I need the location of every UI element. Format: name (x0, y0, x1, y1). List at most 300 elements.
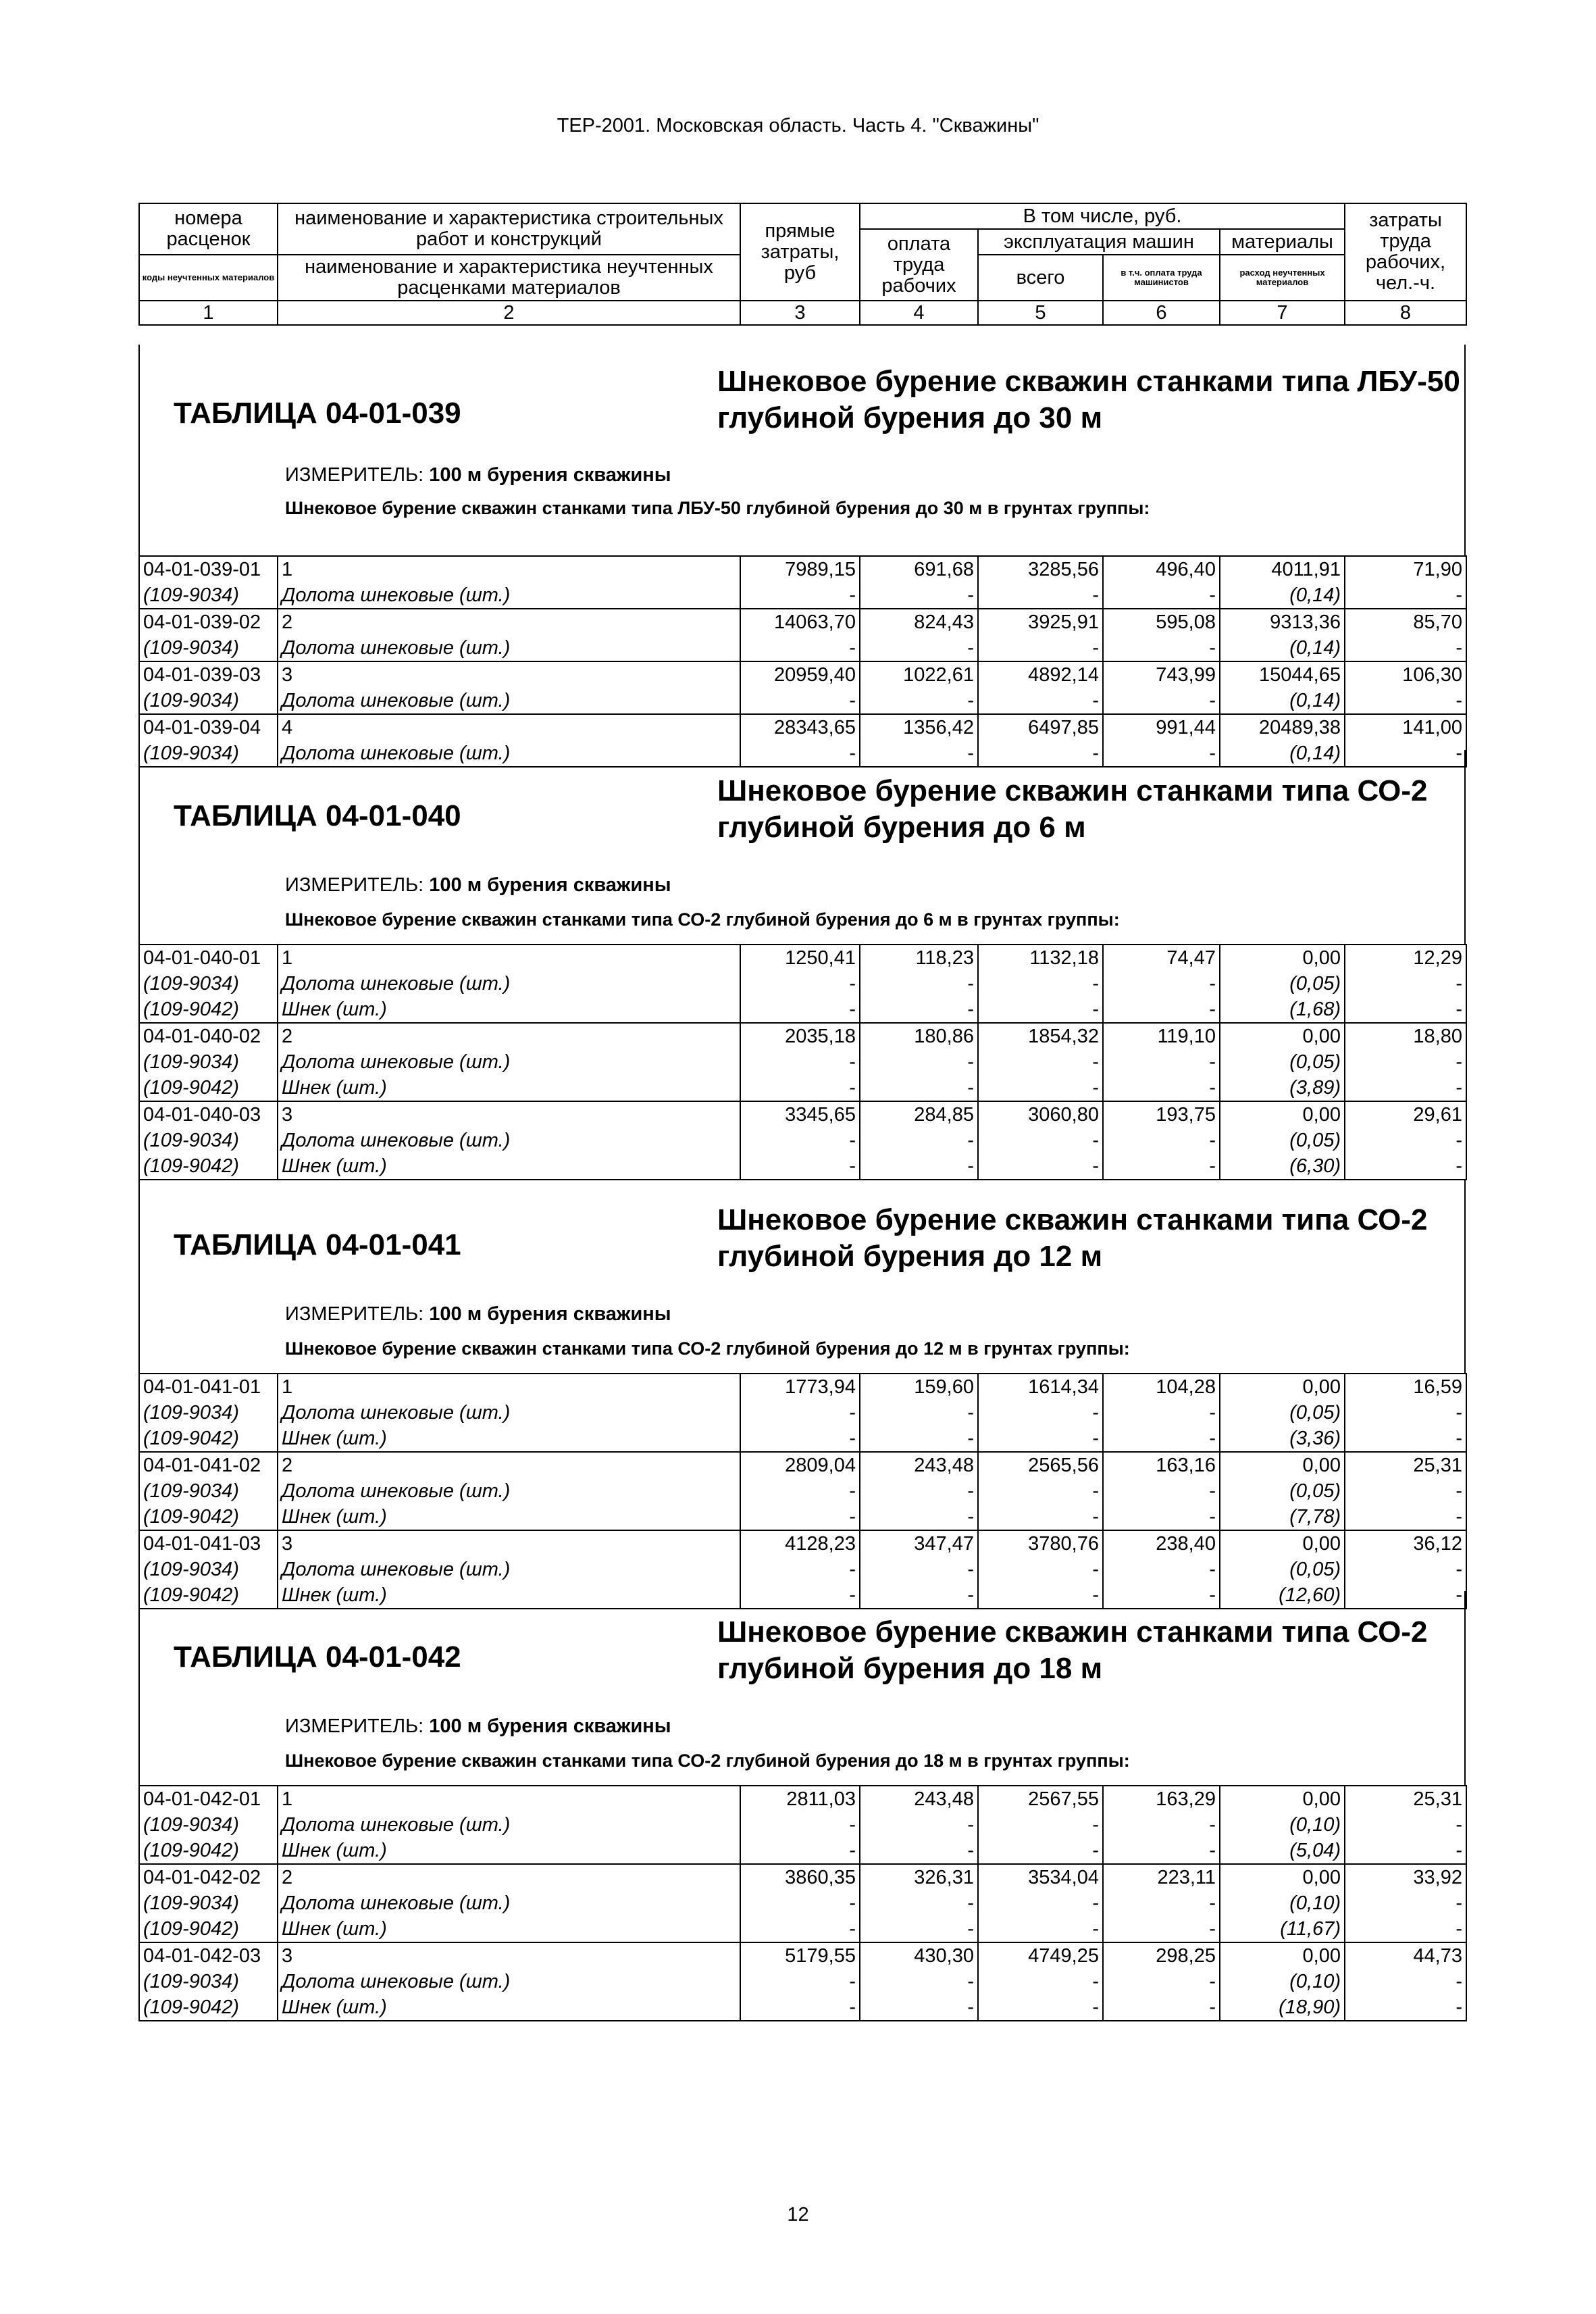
material-row (139, 997, 1466, 1023)
value-cell: - (860, 1916, 978, 1942)
value-cell: 1356,42 (860, 714, 978, 740)
name-cell: Шнек (шт.) (278, 1426, 740, 1452)
rate-code-cell: 04-01-042-01 (139, 1786, 278, 1812)
rate-code-cell: 04-01-042-02 (139, 1864, 278, 1890)
value-cell: - (1103, 971, 1220, 997)
value-cell: - (978, 1075, 1103, 1101)
value-cell: (0,14) (1220, 635, 1345, 661)
rate-row (139, 1530, 1466, 1557)
material-code-cell: (109-9042) (139, 1153, 278, 1180)
value-cell: 0,00 (1220, 1374, 1345, 1400)
col-rate-number-header: номера расценок (139, 203, 278, 255)
rate-table-description: Шнековое бурение скважин станками типа СО-2 глубиной бурения до 12 м (717, 1203, 1428, 1273)
value-cell: - (978, 635, 1103, 661)
value-cell: - (978, 1582, 1103, 1609)
value-cell: - (1103, 1994, 1220, 2021)
name-cell: 2 (278, 1452, 740, 1478)
value-cell: - (1345, 997, 1466, 1023)
value-cell: 743,99 (1103, 661, 1220, 688)
value-cell: 2811,03 (740, 1786, 860, 1812)
value-cell: - (860, 1153, 978, 1180)
name-cell: Шнек (шт.) (278, 1838, 740, 1864)
value-cell: - (1345, 1838, 1466, 1864)
value-cell: - (860, 971, 978, 997)
value-cell: - (1345, 740, 1466, 767)
material-code-cell: (109-9034) (139, 1478, 278, 1504)
value-cell: 118,23 (860, 945, 978, 971)
rate-row (139, 661, 1466, 688)
value-cell: 496,40 (1103, 556, 1220, 582)
rate-row (139, 1452, 1466, 1478)
rate-code-cell: 04-01-040-01 (139, 945, 278, 971)
value-cell: (0,05) (1220, 1557, 1345, 1582)
value-cell: - (860, 1478, 978, 1504)
name-cell: Шнек (шт.) (278, 1075, 740, 1101)
value-cell: - (978, 1478, 1103, 1504)
value-cell: 16,59 (1345, 1374, 1466, 1400)
value-cell: - (740, 1478, 860, 1504)
value-cell: 284,85 (860, 1101, 978, 1128)
material-code-cell: (109-9034) (139, 740, 278, 767)
value-cell: - (978, 1426, 1103, 1452)
value-cell: - (1103, 740, 1220, 767)
rate-row (139, 714, 1466, 740)
column-header-table (138, 203, 1467, 326)
value-cell: - (1345, 1557, 1466, 1582)
value-cell: 0,00 (1220, 1452, 1345, 1478)
value-cell: - (978, 1916, 1103, 1942)
value-cell: 141,00 (1345, 714, 1466, 740)
value-cell: 1854,32 (978, 1023, 1103, 1049)
measurement-value: 100 м бурения скважины (429, 464, 671, 486)
rate-table-section (138, 345, 1466, 768)
page-number: 12 (787, 2204, 809, 2225)
value-cell: 14063,70 (740, 609, 860, 635)
rate-table-header (138, 1591, 1466, 1785)
value-cell: - (860, 740, 978, 767)
value-cell: - (978, 1557, 1103, 1582)
value-cell: (0,05) (1220, 971, 1345, 997)
value-cell: (0,10) (1220, 1890, 1345, 1916)
value-cell: 3060,80 (978, 1101, 1103, 1128)
name-cell: Шнек (шт.) (278, 1582, 740, 1609)
col-material-codes-header: коды неучтенных материалов (139, 255, 278, 301)
value-cell: - (740, 1557, 860, 1582)
name-cell: 2 (278, 609, 740, 635)
rate-row (139, 609, 1466, 635)
value-cell: - (860, 1812, 978, 1838)
name-cell: Долота шнековые (шт.) (278, 1478, 740, 1504)
value-cell: - (860, 1557, 978, 1582)
material-row (139, 1969, 1466, 1994)
value-cell: 159,60 (860, 1374, 978, 1400)
value-cell: - (740, 971, 860, 997)
value-cell: 326,31 (860, 1864, 978, 1890)
value-cell: 991,44 (1103, 714, 1220, 740)
value-cell: - (740, 1153, 860, 1180)
value-cell: - (978, 582, 1103, 609)
value-cell: (0,05) (1220, 1049, 1345, 1075)
value-cell: 0,00 (1220, 945, 1345, 971)
value-cell: 4892,14 (978, 661, 1103, 688)
value-cell: 0,00 (1220, 1786, 1345, 1812)
value-cell: 9313,36 (1220, 609, 1345, 635)
value-cell: 2565,56 (978, 1452, 1103, 1478)
value-cell: - (978, 740, 1103, 767)
rate-table-subtitle: Шнековое бурение скважин станками типа СО-2 глубиной бурения до 12 м в грунтах группы: (285, 1338, 1130, 1359)
name-cell: 3 (278, 1530, 740, 1557)
material-code-cell: (109-9042) (139, 1504, 278, 1530)
value-cell: - (740, 1049, 860, 1075)
rate-code-cell: 04-01-041-02 (139, 1452, 278, 1478)
value-cell: 824,43 (860, 609, 978, 635)
rate-code-cell: 04-01-041-01 (139, 1374, 278, 1400)
value-cell: - (740, 1812, 860, 1838)
col-number-8: 8 (1345, 301, 1466, 325)
material-code-cell: (109-9034) (139, 1890, 278, 1916)
value-cell: - (860, 1890, 978, 1916)
col-number-6: 6 (1103, 301, 1220, 325)
value-cell: 347,47 (860, 1530, 978, 1557)
value-cell: 3345,65 (740, 1101, 860, 1128)
material-row (139, 1478, 1466, 1504)
col-number-2: 2 (278, 301, 740, 325)
value-cell: - (978, 1812, 1103, 1838)
name-cell: Долота шнековые (шт.) (278, 1557, 740, 1582)
value-cell: 44,73 (1345, 1942, 1466, 1969)
material-code-cell: (109-9034) (139, 635, 278, 661)
value-cell: - (978, 1128, 1103, 1153)
value-cell: - (1103, 1557, 1220, 1582)
value-cell: - (1103, 1426, 1220, 1452)
value-cell: - (978, 688, 1103, 714)
col-direct-costs-header: прямые затраты, руб (740, 203, 860, 301)
rate-row (139, 1101, 1466, 1128)
value-cell: (12,60) (1220, 1582, 1345, 1609)
material-code-cell: (109-9042) (139, 1916, 278, 1942)
value-cell: 163,16 (1103, 1452, 1220, 1478)
value-cell: - (740, 997, 860, 1023)
material-row (139, 1916, 1466, 1942)
rate-data-table (138, 1373, 1467, 1609)
value-cell: (6,30) (1220, 1153, 1345, 1180)
rate-row (139, 1864, 1466, 1890)
name-cell: Долота шнековые (шт.) (278, 582, 740, 609)
value-cell: - (860, 688, 978, 714)
value-cell: - (1103, 1812, 1220, 1838)
value-cell: 4011,91 (1220, 556, 1345, 582)
material-code-cell: (109-9042) (139, 997, 278, 1023)
value-cell: 33,92 (1345, 1864, 1466, 1890)
value-cell: - (1345, 1994, 1466, 2021)
measurement-value: 100 м бурения скважины (429, 1715, 671, 1737)
value-cell: (0,14) (1220, 688, 1345, 714)
value-cell: 180,86 (860, 1023, 978, 1049)
name-cell: 3 (278, 661, 740, 688)
name-cell: Шнек (шт.) (278, 1994, 740, 2021)
material-row (139, 1994, 1466, 2021)
col-number-7: 7 (1220, 301, 1345, 325)
value-cell: 4128,23 (740, 1530, 860, 1557)
value-cell: - (1103, 997, 1220, 1023)
name-cell: Долота шнековые (шт.) (278, 740, 740, 767)
value-cell: (1,68) (1220, 997, 1345, 1023)
name-cell: 3 (278, 1942, 740, 1969)
value-cell: 691,68 (860, 556, 978, 582)
col-machines-wages-header: в т.ч. оплата труда машинистов (1103, 255, 1220, 301)
value-cell: - (1345, 688, 1466, 714)
name-cell: Долота шнековые (шт.) (278, 635, 740, 661)
value-cell: 3860,35 (740, 1864, 860, 1890)
rate-row (139, 556, 1466, 582)
value-cell: - (1103, 1582, 1220, 1609)
rate-table-description: Шнековое бурение скважин станками типа СО-2 глубиной бурения до 6 м (717, 774, 1428, 844)
name-cell: Долота шнековые (шт.) (278, 1049, 740, 1075)
value-cell: (0,05) (1220, 1128, 1345, 1153)
rate-row (139, 1374, 1466, 1400)
value-cell: - (740, 635, 860, 661)
material-row (139, 1890, 1466, 1916)
value-cell: - (1103, 1838, 1220, 1864)
col-material-names-header: наименование и характеристика неучтенных расценками материалов (278, 255, 740, 301)
col-including-header: В том числе, руб. (860, 203, 1345, 229)
value-cell: 2809,04 (740, 1452, 860, 1478)
value-cell: 36,12 (1345, 1530, 1466, 1557)
rate-data-table (138, 1785, 1467, 2021)
material-code-cell: (109-9034) (139, 1400, 278, 1426)
value-cell: 243,48 (860, 1786, 978, 1812)
value-cell: - (1103, 1128, 1220, 1153)
col-wages-header: оплата труда рабочих (860, 229, 978, 301)
measurement-label: ИЗМЕРИТЕЛЬ: (285, 1715, 424, 1737)
material-row (139, 1400, 1466, 1426)
value-cell: - (740, 1582, 860, 1609)
rate-row (139, 1023, 1466, 1049)
value-cell: - (1103, 1049, 1220, 1075)
measurement-value: 100 м бурения скважины (429, 874, 671, 896)
value-cell: - (1103, 1504, 1220, 1530)
value-cell: (3,36) (1220, 1426, 1345, 1452)
name-cell: 1 (278, 1374, 740, 1400)
value-cell: - (860, 582, 978, 609)
value-cell: - (740, 1994, 860, 2021)
value-cell: 15044,65 (1220, 661, 1345, 688)
value-cell: - (740, 1400, 860, 1426)
value-cell: - (1103, 635, 1220, 661)
measurement-label: ИЗМЕРИТЕЛЬ: (285, 1303, 424, 1325)
value-cell: - (740, 1916, 860, 1942)
value-cell: (3,89) (1220, 1075, 1345, 1101)
value-cell: 0,00 (1220, 1101, 1345, 1128)
measurement-label: ИЗМЕРИТЕЛЬ: (285, 464, 424, 486)
value-cell: - (860, 1504, 978, 1530)
name-cell: Долота шнековые (шт.) (278, 1812, 740, 1838)
value-cell: - (1345, 1075, 1466, 1101)
material-row (139, 1153, 1466, 1180)
value-cell: 6497,85 (978, 714, 1103, 740)
col-materials-usage-header: расход неучтенных материалов (1220, 255, 1345, 301)
value-cell: - (1103, 1075, 1220, 1101)
value-cell: 3780,76 (978, 1530, 1103, 1557)
value-cell: 7989,15 (740, 556, 860, 582)
name-cell: Долота шнековые (шт.) (278, 1890, 740, 1916)
value-cell: - (1345, 1582, 1466, 1609)
value-cell: 1250,41 (740, 945, 860, 971)
value-cell: - (740, 688, 860, 714)
measurement-unit (285, 1715, 671, 1738)
value-cell: 3285,56 (978, 556, 1103, 582)
name-cell: 1 (278, 1786, 740, 1812)
rate-table-header (138, 750, 1466, 944)
measurement-unit (285, 874, 671, 897)
material-code-cell: (109-9034) (139, 1049, 278, 1075)
value-cell: 2567,55 (978, 1786, 1103, 1812)
value-cell: - (860, 1838, 978, 1864)
material-row (139, 971, 1466, 997)
value-cell: 12,29 (1345, 945, 1466, 971)
rate-code-cell: 04-01-041-03 (139, 1530, 278, 1557)
rate-table-description: Шнековое бурение скважин станками типа СО-2 глубиной бурения до 18 м (717, 1615, 1428, 1685)
material-code-cell: (109-9034) (139, 971, 278, 997)
value-cell: - (978, 1890, 1103, 1916)
rate-data-table (138, 944, 1467, 1180)
material-code-cell: (109-9042) (139, 1075, 278, 1101)
value-cell: 3534,04 (978, 1864, 1103, 1890)
value-cell: - (1103, 688, 1220, 714)
value-cell: 238,40 (1103, 1530, 1220, 1557)
value-cell: 1132,18 (978, 945, 1103, 971)
value-cell: - (1345, 1969, 1466, 1994)
value-cell: 0,00 (1220, 1864, 1345, 1890)
value-cell: - (1103, 1153, 1220, 1180)
value-cell: - (860, 1582, 978, 1609)
rate-table-subtitle: Шнековое бурение скважин станками типа СО-2 глубиной бурения до 6 м в грунтах группы: (285, 909, 1120, 930)
value-cell: 2035,18 (740, 1023, 860, 1049)
name-cell: Шнек (шт.) (278, 997, 740, 1023)
value-cell: 119,10 (1103, 1023, 1220, 1049)
rate-row (139, 1942, 1466, 1969)
value-cell: (11,67) (1220, 1916, 1345, 1942)
measurement-value: 100 м бурения скважины (429, 1303, 671, 1325)
value-cell: 430,30 (860, 1942, 978, 1969)
name-cell: Долота шнековые (шт.) (278, 688, 740, 714)
value-cell: - (1345, 582, 1466, 609)
material-row (139, 1838, 1466, 1864)
value-cell: - (740, 740, 860, 767)
value-cell: - (1103, 1916, 1220, 1942)
col-materials-header: материалы (1220, 229, 1345, 255)
rate-table-description: Шнековое бурение скважин станками типа ЛБУ-50 глубиной бурения до 30 м (717, 365, 1460, 434)
value-cell: - (1103, 1969, 1220, 1994)
col-number-3: 3 (740, 301, 860, 325)
name-cell: 1 (278, 945, 740, 971)
value-cell: (0,14) (1220, 582, 1345, 609)
value-cell: - (740, 1969, 860, 1994)
rate-table-section (138, 1591, 1466, 2021)
value-cell: (0,10) (1220, 1969, 1345, 1994)
value-cell: 71,90 (1345, 556, 1466, 582)
value-cell: - (860, 1426, 978, 1452)
material-code-cell: (109-9034) (139, 1557, 278, 1582)
rate-table-section (138, 1179, 1466, 1609)
rate-code-cell: 04-01-039-01 (139, 556, 278, 582)
rate-table-title: ТАБЛИЦА 04-01-042 (174, 1640, 461, 1674)
value-cell: (0,05) (1220, 1400, 1345, 1426)
value-cell: - (1103, 1890, 1220, 1916)
value-cell: - (740, 1890, 860, 1916)
material-row (139, 1504, 1466, 1530)
value-cell: 25,31 (1345, 1786, 1466, 1812)
material-code-cell: (109-9042) (139, 1582, 278, 1609)
value-cell: - (978, 997, 1103, 1023)
material-code-cell: (109-9034) (139, 1128, 278, 1153)
value-cell: - (1345, 1504, 1466, 1530)
col-number-4: 4 (860, 301, 978, 325)
material-code-cell: (109-9034) (139, 582, 278, 609)
value-cell: 20959,40 (740, 661, 860, 688)
value-cell: 223,11 (1103, 1864, 1220, 1890)
value-cell: 193,75 (1103, 1101, 1220, 1128)
material-row (139, 1075, 1466, 1101)
value-cell: - (978, 1400, 1103, 1426)
value-cell: - (860, 1994, 978, 2021)
value-cell: - (1345, 1890, 1466, 1916)
value-cell: 5179,55 (740, 1942, 860, 1969)
value-cell: - (978, 1153, 1103, 1180)
value-cell: (7,78) (1220, 1504, 1345, 1530)
value-cell: - (1345, 1916, 1466, 1942)
name-cell: 2 (278, 1023, 740, 1049)
value-cell: - (860, 635, 978, 661)
material-code-cell: (109-9042) (139, 1994, 278, 2021)
value-cell: - (978, 1969, 1103, 1994)
material-row (139, 582, 1466, 609)
value-cell: 0,00 (1220, 1942, 1345, 1969)
name-cell: Долота шнековые (шт.) (278, 1128, 740, 1153)
rate-row (139, 1786, 1466, 1812)
value-cell: 20489,38 (1220, 714, 1345, 740)
value-cell: - (1103, 582, 1220, 609)
rate-data-table (138, 555, 1467, 768)
material-code-cell: (109-9034) (139, 688, 278, 714)
value-cell: - (978, 1504, 1103, 1530)
material-row (139, 635, 1466, 661)
material-row (139, 1557, 1466, 1582)
name-cell: Долота шнековые (шт.) (278, 971, 740, 997)
rate-code-cell: 04-01-039-03 (139, 661, 278, 688)
value-cell: - (1345, 1153, 1466, 1180)
value-cell: - (860, 997, 978, 1023)
material-row (139, 1049, 1466, 1075)
name-cell: 3 (278, 1101, 740, 1128)
value-cell: - (860, 1969, 978, 1994)
value-cell: - (1345, 1128, 1466, 1153)
value-cell: 74,47 (1103, 945, 1220, 971)
value-cell: (5,04) (1220, 1838, 1345, 1864)
value-cell: (18,90) (1220, 1994, 1345, 2021)
value-cell: 595,08 (1103, 609, 1220, 635)
value-cell: - (740, 1075, 860, 1101)
col-work-name-header: наименование и характеристика строительных работ и конструкций (278, 203, 740, 255)
rate-table-header (138, 1179, 1466, 1373)
value-cell: - (1345, 1812, 1466, 1838)
name-cell: Шнек (шт.) (278, 1504, 740, 1530)
value-cell: - (1345, 1049, 1466, 1075)
value-cell: - (860, 1400, 978, 1426)
name-cell: Долота шнековые (шт.) (278, 1969, 740, 1994)
value-cell: 85,70 (1345, 609, 1466, 635)
material-code-cell: (109-9042) (139, 1838, 278, 1864)
